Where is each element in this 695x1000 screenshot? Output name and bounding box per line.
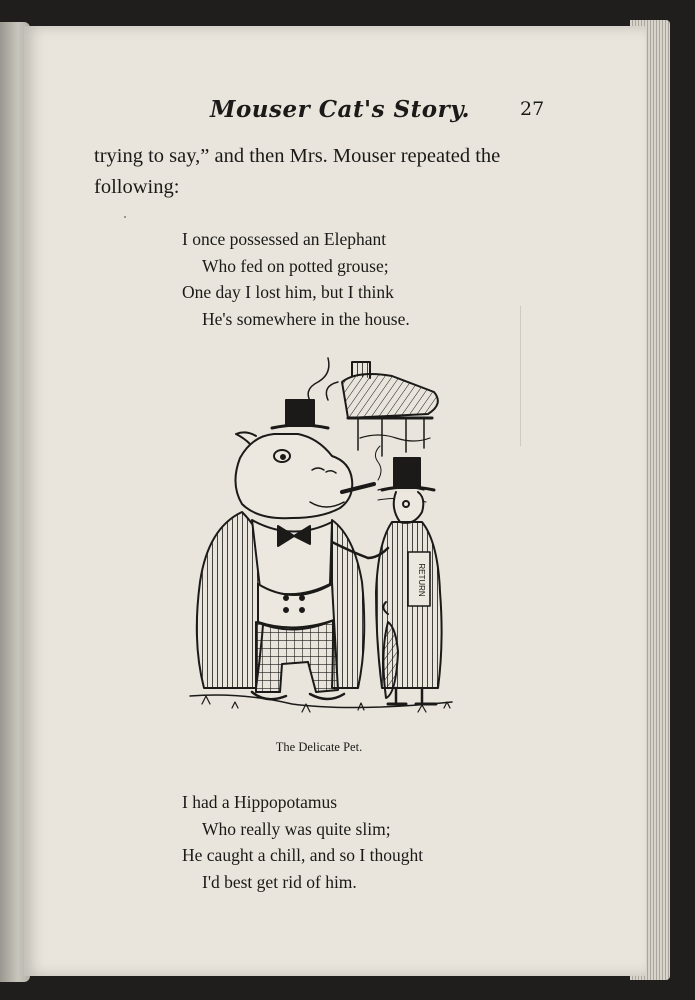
hippo-illustration (182, 352, 462, 722)
illustration-caption: The Delicate Pet. (275, 740, 363, 754)
poem-stanza-elephant (182, 226, 522, 332)
running-head (24, 96, 646, 126)
book-page (24, 26, 646, 976)
verse-line: One day I lost him, but I think (182, 282, 394, 302)
return-sign-text: RETURN (417, 563, 426, 597)
paper-mark (124, 216, 126, 218)
verse-line: Who really was quite slim; (202, 818, 391, 839)
paper-mark (520, 306, 521, 446)
verse-line: He caught a chill, and so I thought (182, 845, 424, 865)
verse-line: I once possessed an Elephant (182, 229, 387, 249)
prose-paragraph (94, 141, 564, 203)
verse-line: Who fed on potted grouse; (202, 255, 389, 276)
prose-line: trying to say,” and then Mrs. Mouser repeated the (94, 145, 501, 167)
page-number: 27 (520, 98, 545, 120)
prose-line: following: (94, 176, 180, 198)
verse-line: I'd best get rid of him. (202, 871, 357, 892)
verse-line: He's somewhere in the house. (202, 308, 410, 329)
running-title: Mouser Cat's Story. (210, 96, 470, 123)
verse-line: I had a Hippopotamus (182, 792, 338, 812)
poem-stanza-hippopotamus (182, 789, 522, 895)
